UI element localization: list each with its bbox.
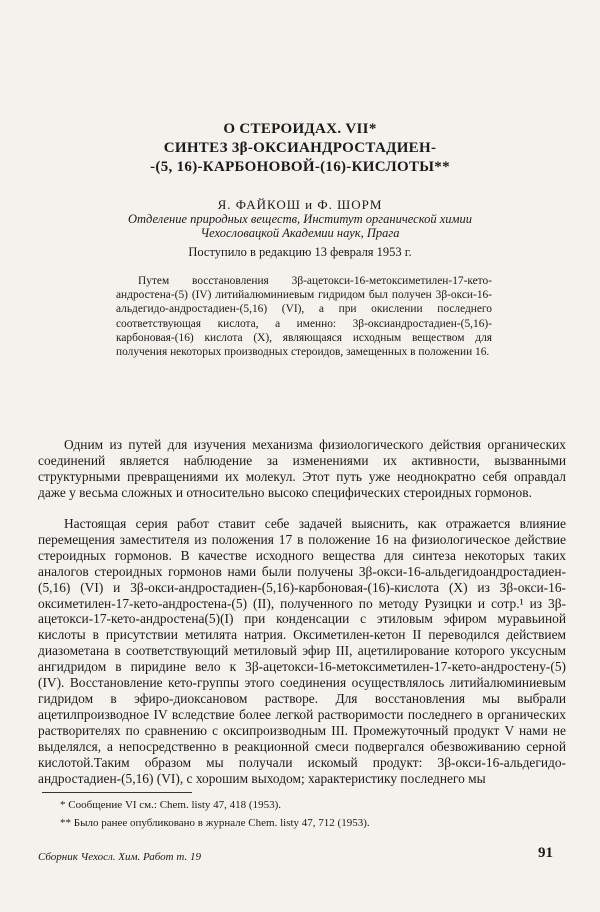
body-paragraph-1: Одним из путей для изучения механизма физиологического действия органических соединений является наблюдение за изменениями их активности, вызванными структурными превращениями их молекул. Этот путь уже неоднократно себя оправдал даже у весьма сложных и относительно высоко специфических стероидных гормонов.	[38, 437, 566, 500]
received-date: Поступило в редакцию 13 февраля 1953 г.	[188, 245, 412, 259]
body-paragraph-2: Настоящая серия работ ставит себе задачей выяснить, как отражается влияние перемещения заместителя из положения 17 в положение 16 на физиологическое действие стероидных гормонов. В качестве исходного вещества для синтеза некоторых таких аналогов стероидных гормонов нами были получены 3β-окси-16-альдегидоандростадиен-(5,16) (VI) и 3β-окси-андростадиен-(5,16)-карбоновая-(16)-кислота (X) из 3β-окси-16-оксиметилен-17-кето-андростена-(5) (II), полученного по методу Рузицки и сотр.¹ из 3β-ацетокси-17-кето-андростена(5)(I) при конденсации с этиловым эфиром муравьиной кислоты в присутствии метилята натрия. Оксиметилен-кетон II переводился действием диазометана в соответствующий метиловый эфир III, ацетилирование которого уксусным ангидридом в пиридине вело к 3β-ацетокси-16-метоксиметилен-17-кето-андростену-(5) (IV). Восстановление кето-группы этого соединения осуществлялось литийалюминиевым гидридом в эфиро-диоксановом растворе. Для восстановления мы выбрали ацетилпроизводное IV вследствие более легкой растворимости последнего в органических растворителях по сравнению с оксипроизводным III. Промежуточный продукт V нами не выделялся, а непосредственно в реакционной смеси подвергался обезвоживанию серной кислотой.Таким образом мы получали искомый продукт: 3β-окси-16-альдегидо-андростадиен-(5,16) (VI), с хорошим выходом; характеристику последнего мы	[38, 516, 566, 786]
authors: Я. ФАЙКОШ и Ф. ШОРМ	[217, 197, 383, 212]
journal-footer: Сборник Чехосл. Хим. Работ т. 19	[38, 851, 201, 863]
footnote-1: * Сообщение VI см.: Chem. listy 47, 418 (1953).	[60, 799, 281, 811]
footnote-divider	[42, 792, 192, 793]
article-title-line-3: -(5, 16)-КАРБОНОВОЙ-(16)-КИСЛОТЫ**	[150, 159, 450, 175]
page-number: 91	[538, 845, 553, 861]
abstract: Путем восстановления 3β-ацетокси-16-метоксиметилен-17-кето-андростена-(5) (IV) литийалюминиевым гидридом был получен 3β-окси-16-альдегидо-андростадиен-(5,16) (VI), а при окислении последнего соответствующая кислота, а именно: 3β-оксиандростадиен-(5,16)-карбоновая-(16) кислота (X), являющаяся исходным веществом для получения некоторых производных стероидов, замещенных в положении 16.	[116, 275, 492, 359]
article-title-line-2: СИНТЕЗ 3β-ОКСИАНДРОСТАДИЕН-	[163, 140, 437, 156]
affiliation-line-1: Отделение природных веществ, Институт органической химии	[127, 212, 473, 226]
article-title-line-1: О СТЕРОИДАХ. VII*	[223, 121, 377, 137]
footnote-2: ** Было ранее опубликовано в журнале Chem. listy 47, 712 (1953).	[60, 817, 370, 829]
affiliation-line-2: Чехословацкой Академии наук, Прага	[200, 226, 400, 240]
